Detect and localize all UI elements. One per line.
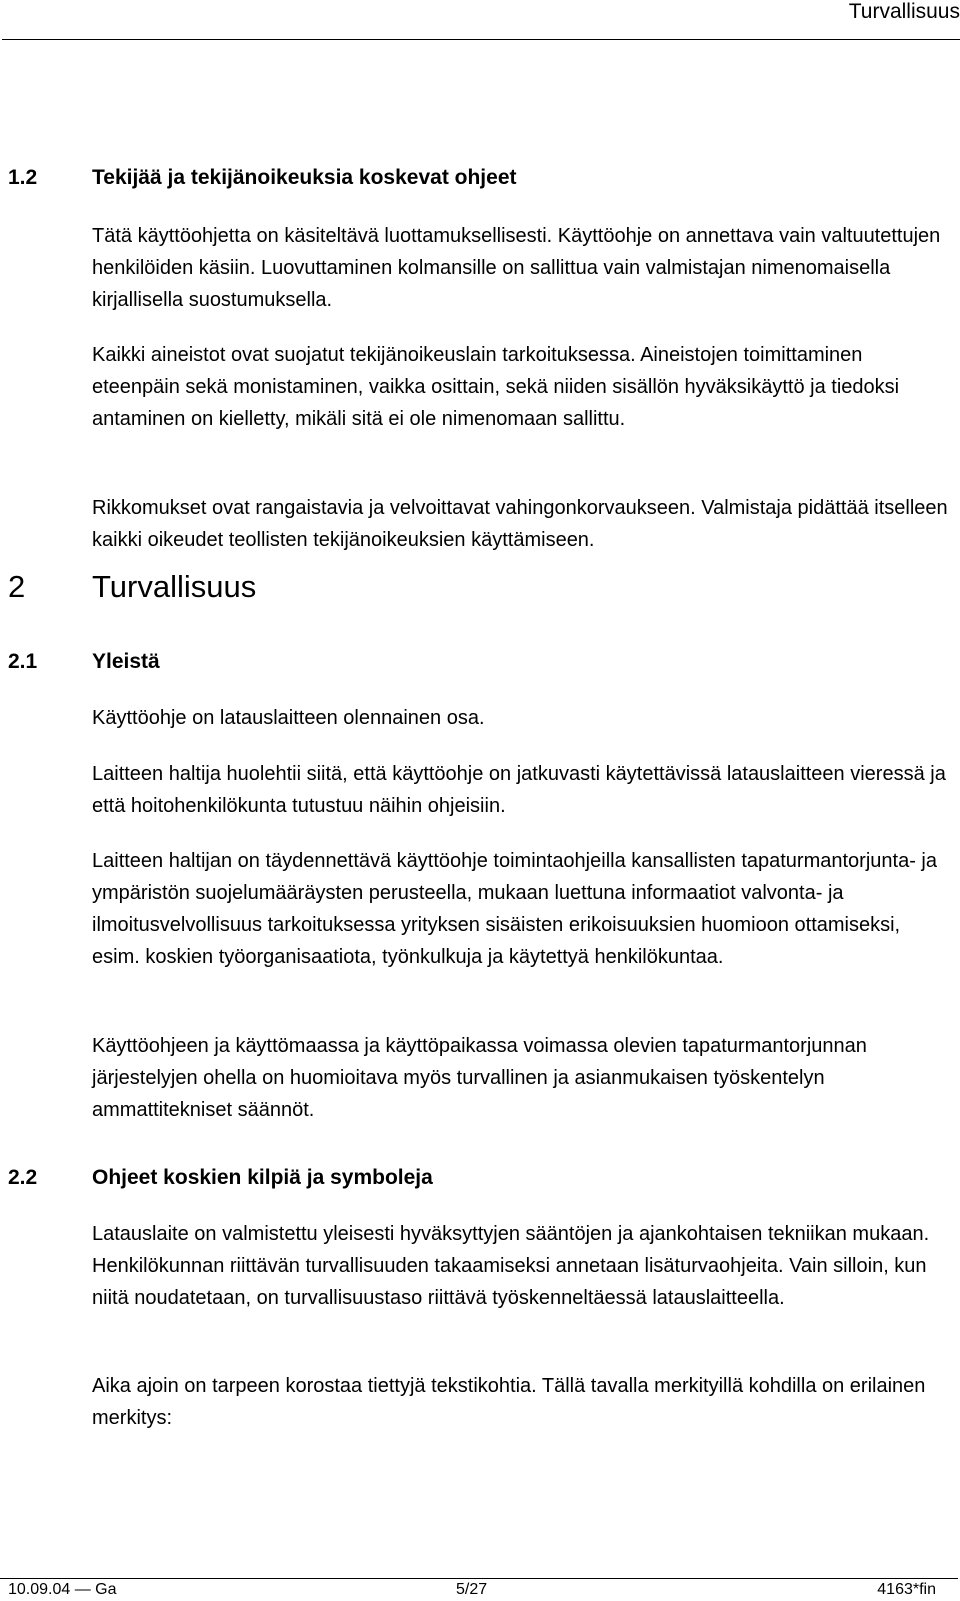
- section-number: 1.2: [8, 166, 38, 189]
- chapter-heading-2: [8, 570, 256, 604]
- paragraph: Kaikki aineistot ovat suojatut tekijänoikeuslain tarkoituksessa. Aineistojen toimittaminen eteenpäin sekä monistaminen, vaikka osittain, sekä niiden sisällön hyväksikäyttö ja tiedoksi antaminen on kielletty, mikäli sitä ei ole nimenomaan sallittu.: [92, 344, 900, 430]
- chapter-number: 2: [8, 569, 26, 604]
- section-heading-2-2: [8, 1166, 433, 1190]
- section-heading-2-1: [8, 650, 160, 674]
- paragraph: Laitteen haltija huolehtii siitä, että käyttöohje on jatkuvasti käytettävissä latauslaitteen vieressä ja että hoitohenkilökunta tutustuu näihin ohjeisiin.: [92, 763, 946, 817]
- paragraph: Käyttöohjeen ja käyttömaassa ja käyttöpaikassa voimassa olevien tapaturmantorjunnan järjestelyjen ohella on huomioitava myös turvallinen ja asianmukaisen työskentelyn ammattitekniset säännöt.: [92, 1035, 867, 1121]
- paragraph: Latauslaite on valmistettu yleisesti hyväksyttyjen sääntöjen ja ajankohtaisen tekniikan mukaan. Henkilökunnan riittävän turvallisuuden takaamiseksi annetaan lisäturvaohjeita. Vain silloin, kun niitä noudatetaan, on turvallisuustaso riittävä työskenneltäessä latauslaitteella.: [92, 1223, 930, 1309]
- section-number: 2.1: [8, 650, 38, 673]
- footer-date: 10.09.04 — Ga: [8, 1581, 117, 1598]
- paragraph: Aika ajoin on tarpeen korostaa tiettyjä tekstikohtia. Tällä tavalla merkityillä kohdilla on erilainen merkitys:: [92, 1375, 926, 1429]
- chapter-title: Turvallisuus: [92, 569, 257, 604]
- page-number: 5/27: [456, 1581, 488, 1598]
- paragraph: Laitteen haltijan on täydennettävä käyttöohje toimintaohjeilla kansallisten tapaturmantorjunta- ja ympäristön suojelumääräysten perusteella, mukaan luettuna informaatiot valvonta- ja ilmoitusvelvollisuus tarkoituksessa yrityksen sisäisten erikoisuuksien huomioon ottamiseksi, esim. koskien työorganisaatiota, työnkulkuja ja käytettyä henkilökuntaa.: [92, 850, 937, 968]
- running-header: Turvallisuus: [2, 0, 960, 40]
- document-code: 4163*fin: [877, 1581, 936, 1598]
- section-title: Tekijää ja tekijänoikeuksia koskevat ohjeet: [92, 166, 517, 189]
- paragraph: Rikkomukset ovat rangaistavia ja velvoittavat vahingonkorvaukseen. Valmistaja pidättää itselleen kaikki oikeudet teollisten tekijänoikeuksien käyttämiseen.: [92, 497, 948, 551]
- paragraph: Käyttöohje on latauslaitteen olennainen osa.: [92, 707, 485, 729]
- section-heading-1-2: [8, 166, 517, 190]
- page-footer: [0, 1578, 958, 1601]
- section-number: 2.2: [8, 1166, 38, 1189]
- section-title: Yleistä: [92, 650, 160, 673]
- paragraph: Tätä käyttöohjetta on käsiteltävä luottamuksellisesti. Käyttöohje on annettava vain valtuutettujen henkilöiden käsiin. Luovuttaminen kolmansille on sallittua vain valmistajan nimenomaisella kirjallisella suostumuksella.: [92, 225, 941, 311]
- section-title: Ohjeet koskien kilpiä ja symboleja: [92, 1166, 433, 1189]
